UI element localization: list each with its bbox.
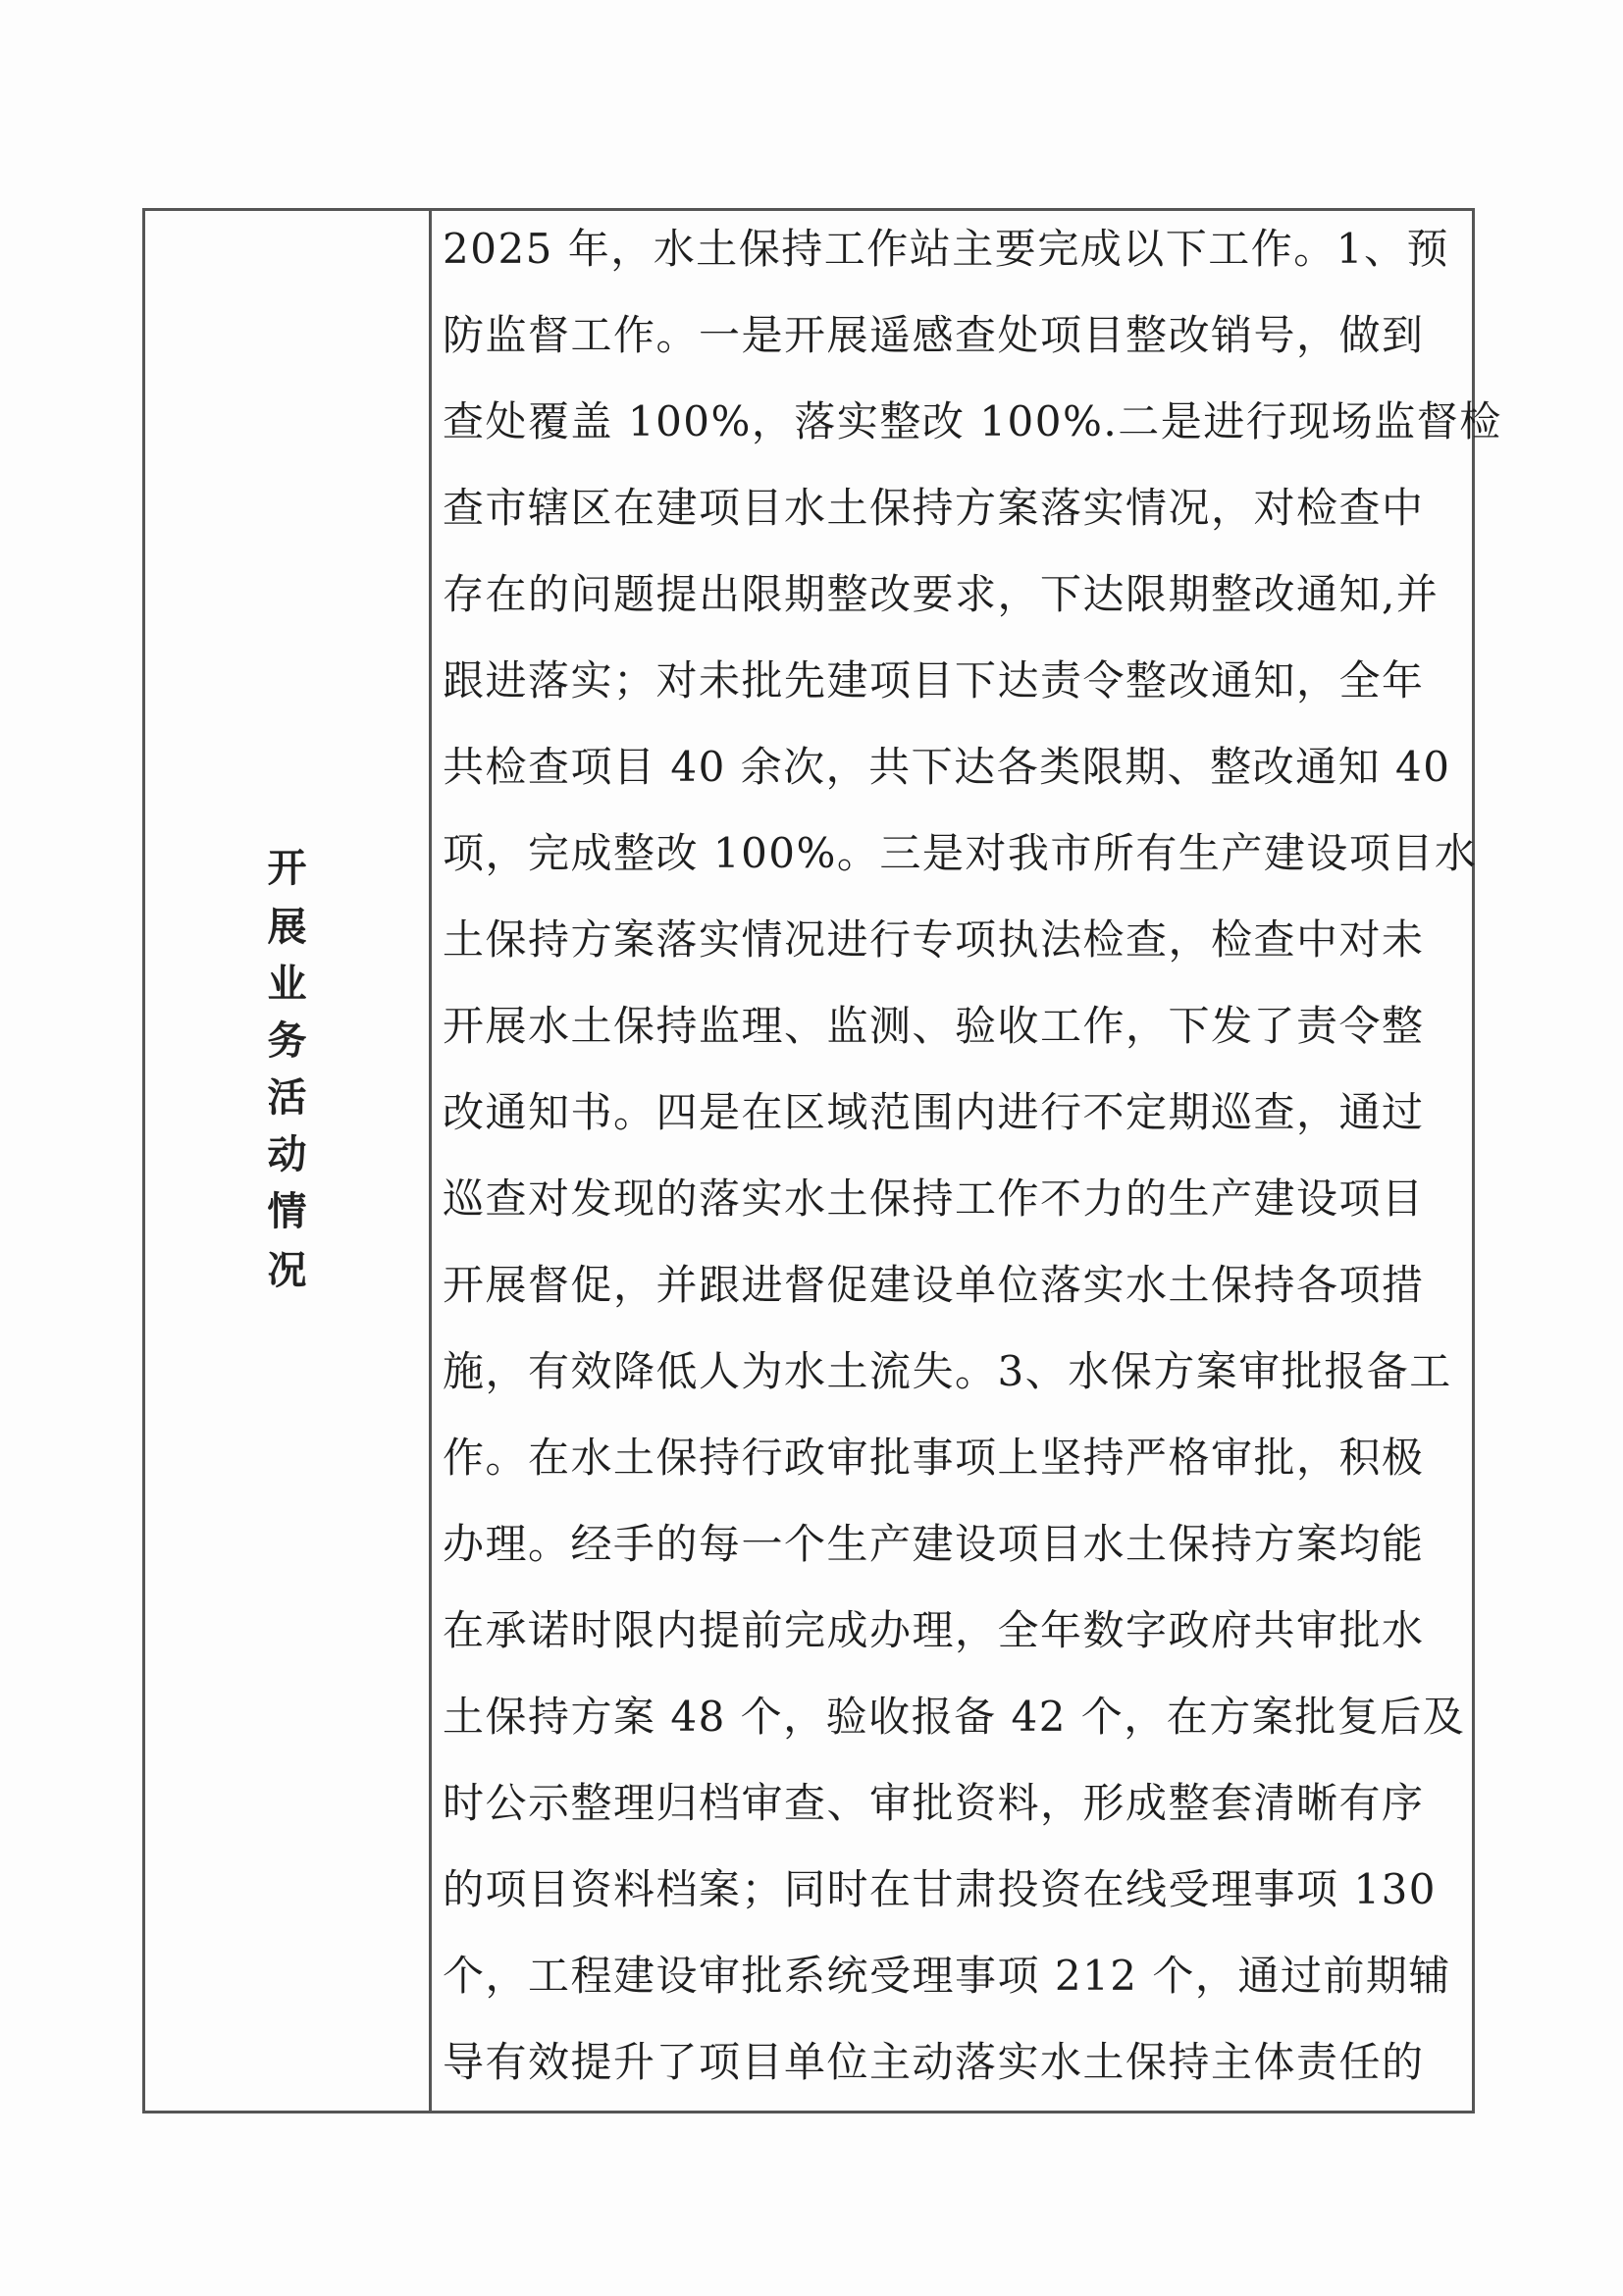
row-label-char: 动 — [267, 1131, 307, 1177]
content-line: 2025 年，水土保持工作站主要完成以下工作。1、预 — [443, 225, 1449, 273]
content-line: 巡查对发现的落实水土保持工作不力的生产建设项目 — [443, 1174, 1425, 1223]
content-line: 土保持方案落实情况进行专项执法检查，检查中对未 — [443, 915, 1425, 964]
row-label-char: 开 — [267, 845, 307, 891]
row-label-char: 活 — [267, 1074, 307, 1121]
row-label-char: 展 — [267, 904, 307, 950]
column-divider — [429, 208, 432, 2113]
row-label-cell — [145, 211, 429, 2111]
content-line: 办理。经手的每一个生产建设项目水土保持方案均能 — [443, 1520, 1425, 1568]
row-label-char: 业 — [267, 961, 307, 1007]
content-line: 的项目资料档案；同时在甘肃投资在线受理事项 130 — [443, 1865, 1438, 1913]
content-line: 跟进落实；对未批先建项目下达责令整改通知，全年 — [443, 656, 1425, 704]
content-line: 开展督促，并跟进督促建设单位落实水土保持各项措 — [443, 1261, 1425, 1309]
content-line: 存在的问题提出限期整改要求，下达限期整改通知,并 — [443, 570, 1440, 618]
row-label-char: 况 — [267, 1247, 307, 1293]
content-line: 时公示整理归档审查、审批资料，形成整套清晰有序 — [443, 1779, 1425, 1827]
content-line: 改通知书。四是在区域范围内进行不定期巡查，通过 — [443, 1088, 1425, 1136]
content-line: 查市辖区在建项目水土保持方案落实情况，对检查中 — [443, 484, 1425, 532]
content-line: 开展水土保持监理、监测、验收工作，下发了责令整 — [443, 1002, 1425, 1050]
content-line: 作。在水土保持行政审批事项上坚持严格审批，积极 — [443, 1434, 1425, 1482]
content-line: 查处覆盖 100%，落实整改 100%.二是进行现场监督检 — [443, 397, 1502, 445]
content-line: 项，完成整改 100%。三是对我市所有生产建设项目水 — [443, 829, 1478, 877]
content-line: 导有效提升了项目单位主动落实水土保持主体责任的 — [443, 2038, 1425, 2086]
row-label-char: 务 — [267, 1018, 307, 1064]
content-line: 共检查项目 40 余次，共下达各类限期、整改通知 40 — [443, 743, 1451, 791]
content-line: 施，有效降低人为水土流失。3、水保方案审批报备工 — [443, 1347, 1452, 1395]
content-line: 个，工程建设审批系统受理事项 212 个，通过前期辅 — [443, 1952, 1451, 2000]
content-line: 防监督工作。一是开展遥感查处项目整改销号，做到 — [443, 311, 1425, 359]
content-line: 土保持方案 48 个，验收报备 42 个，在方案批复后及 — [443, 1693, 1466, 1741]
content-line: 在承诺时限内提前完成办理，全年数字政府共审批水 — [443, 1606, 1425, 1654]
row-label-char: 情 — [267, 1188, 307, 1234]
